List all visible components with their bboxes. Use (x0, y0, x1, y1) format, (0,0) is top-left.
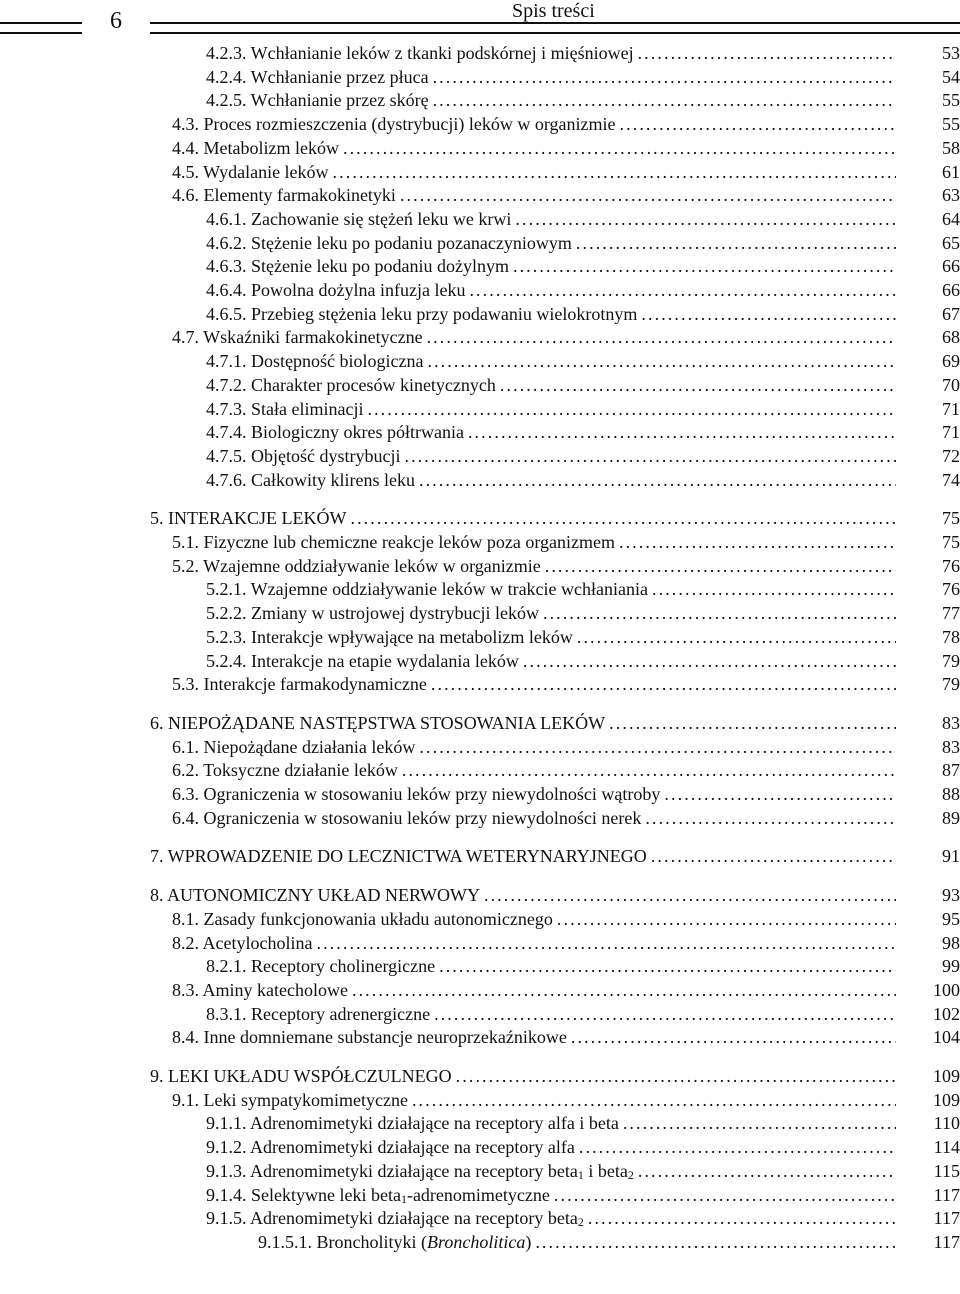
toc-page-number: 61 (942, 161, 960, 182)
toc-entry-title: 8.3. Aminy katecholowe (172, 979, 348, 1000)
toc-page-number: 58 (942, 137, 960, 158)
toc-entry-title: 4.7. Wskaźniki farmakokinetyczne (172, 327, 423, 348)
running-head: Spis treści (512, 0, 595, 22)
toc-entry[interactable] (172, 1089, 960, 1111)
toc-dot-leader (456, 1065, 896, 1087)
toc-entry-title: 8. AUTONOMICZNY UKŁAD NERWOWY (150, 885, 480, 906)
toc-page-number: 71 (942, 398, 960, 419)
toc-entry-title: 8.3.1. Receptory adrenergiczne (206, 1003, 431, 1024)
toc-entry-title: 6.2. Toksyczne działanie leków (172, 760, 398, 781)
toc-dot-leader (651, 845, 896, 867)
toc-dot-leader (484, 884, 896, 906)
toc-entry-title: 4.6.5. Przebieg stężenia leku przy podawaniu wielokrotnym (206, 303, 638, 324)
toc-entry-title: 4.3. Proces rozmieszczenia (dystrybucji) leków w organizmie (172, 114, 616, 135)
toc-entry[interactable] (206, 279, 960, 301)
header-rule-left-top (0, 22, 82, 24)
toc-entry-title: 4.2.4. Wchłanianie przez płuca (206, 66, 429, 87)
toc-entry[interactable] (206, 208, 960, 230)
toc-entry[interactable] (172, 1026, 960, 1048)
toc-entry[interactable] (206, 350, 960, 372)
toc-page-number: 110 (933, 1113, 960, 1134)
toc-page-number: 93 (942, 885, 960, 906)
toc-entry[interactable] (206, 1184, 960, 1206)
toc-dot-leader (535, 1231, 896, 1253)
toc-page-number: 66 (942, 280, 960, 300)
toc-dot-leader (469, 279, 896, 301)
toc-entry-title: 4.5. Wydalanie leków (172, 161, 329, 182)
toc-entry-title: 9. LEKI UKŁADU WSPÓŁCZULNEGO (150, 1066, 452, 1086)
toc-dot-leader (557, 908, 896, 930)
toc-chapter[interactable] (150, 1065, 960, 1087)
toc-entry[interactable] (206, 374, 960, 396)
toc-page-number: 69 (942, 351, 960, 372)
toc-entry[interactable] (258, 1231, 960, 1253)
toc-entry[interactable] (172, 137, 960, 159)
toc-entry-title: 9.1.2. Adrenomimetyki działające na receptory alfa (206, 1137, 575, 1158)
toc-entry[interactable] (172, 979, 960, 1001)
toc-entry-title: 6.1. Niepożądane działania leków (172, 736, 416, 757)
toc-entry[interactable] (206, 66, 960, 88)
toc-dot-leader (427, 350, 896, 372)
toc-entry[interactable] (206, 650, 960, 672)
toc-entry[interactable] (206, 469, 960, 491)
toc-dot-leader (433, 89, 896, 111)
toc-page-number: 89 (942, 807, 960, 828)
toc-entry-title: 9.1.5. Adrenomimetyki działające na receptory beta$_2$ (206, 1208, 584, 1230)
toc-entry[interactable] (206, 1136, 960, 1158)
header-rule-left-bottom (0, 32, 82, 34)
toc-dot-leader (645, 807, 896, 829)
toc-page-number: 109 (933, 1066, 960, 1086)
toc-entry[interactable] (206, 955, 960, 977)
toc-page-number: 75 (942, 508, 960, 529)
toc-dot-leader (513, 255, 896, 277)
toc-entry-title: 4.6.3. Stężenie leku po podaniu dożylnym (206, 256, 509, 277)
toc-dot-leader (620, 113, 896, 135)
toc-page-number: 65 (942, 232, 960, 253)
toc-entry[interactable] (206, 578, 960, 600)
toc-entry[interactable] (206, 303, 960, 325)
toc-page-number: 98 (942, 932, 960, 953)
toc-page-number: 117 (933, 1231, 960, 1252)
toc-entry-title: 5.3. Interakcje farmakodynamiczne (172, 674, 427, 695)
toc-page-number: 77 (942, 603, 960, 624)
toc-entry-title: 4.7.6. Całkowity klirens leku (206, 469, 415, 490)
toc-entry-title: 8.1. Zasady funkcjonowania układu autonomicznego (172, 908, 553, 929)
toc-entry[interactable] (206, 255, 960, 277)
toc-entry[interactable] (206, 445, 960, 467)
toc-page-number: 66 (942, 256, 960, 277)
toc-entry[interactable] (206, 602, 960, 624)
toc-entry[interactable] (206, 626, 960, 648)
toc-page-number: 114 (933, 1137, 960, 1158)
toc-entry-title: 5.2.3. Interakcje wpływające na metabolizm leków (206, 626, 573, 647)
toc-page-number: 53 (942, 43, 960, 63)
toc-dot-leader (431, 673, 896, 695)
toc-dot-leader (419, 736, 896, 758)
toc-entry-title: 8.2.1. Receptory cholinergiczne (206, 956, 436, 977)
toc-dot-leader (500, 374, 896, 396)
toc-entry-title: 5.2. Wzajemne oddziaływanie leków w organizmie (172, 555, 541, 576)
toc-dot-leader (638, 42, 896, 64)
toc-dot-leader (619, 531, 896, 553)
toc-entry[interactable] (206, 421, 960, 443)
toc-dot-leader (523, 650, 896, 672)
toc-page-number: 91 (942, 846, 960, 867)
toc-entry-title: 9.1.5.1. Broncholityki (Broncholitica) (258, 1231, 532, 1252)
toc-page-number: 78 (942, 626, 960, 647)
toc-entry-title: 4.2.3. Wchłanianie leków z tkanki podskórnej i mięśniowej (206, 43, 634, 63)
toc-page-number: 71 (942, 422, 960, 443)
toc-entry-title: 6.4. Ograniczenia w stosowaniu leków przy niewydolności nerek (172, 807, 642, 828)
toc-entry-title: 5.2.2. Zmiany w ustrojowej dystrybucji leków (206, 603, 539, 624)
toc-entry-title: 5. INTERAKCJE LEKÓW (150, 508, 347, 529)
toc-dot-leader (641, 303, 896, 325)
toc-page-number: 63 (942, 185, 960, 206)
toc-entry[interactable] (206, 89, 960, 111)
toc-dot-leader (468, 421, 896, 443)
toc-page-number: 74 (942, 469, 960, 490)
toc-page-number: 75 (942, 532, 960, 552)
toc-entry-title: 4.6. Elementy farmakokinetyki (172, 185, 396, 206)
toc-entry-title: 5.1. Fizyczne lub chemiczne reakcje leków poza organizmem (172, 532, 615, 552)
toc-entry[interactable] (172, 326, 960, 348)
toc-entry-title: 4.6.4. Powolna dożylna infuzja leku (206, 280, 466, 300)
toc-entry[interactable] (172, 807, 960, 829)
toc-page-number: 117 (933, 1208, 960, 1229)
toc-entry-title: 4.7.1. Dostępność biologiczna (206, 351, 424, 372)
toc-entry-title: 4.7.2. Charakter procesów kinetycznych (206, 374, 496, 395)
toc-entry-title: 4.7.4. Biologiczny okres półtrwania (206, 422, 464, 443)
toc-dot-leader (638, 1160, 896, 1182)
toc-entry-title: 9.1.4. Selektywne leki beta$_1$-adrenomimetyczne (206, 1184, 550, 1206)
toc-page-number: 104 (933, 1027, 960, 1048)
toc-entry-title: 6. NIEPOŻĄDANE NASTĘPSTWA STOSOWANIA LEKÓW (150, 712, 606, 733)
toc-dot-leader (412, 1089, 896, 1111)
toc-dot-leader (577, 626, 896, 648)
toc-entry[interactable] (206, 1003, 960, 1025)
toc-entry[interactable] (172, 908, 960, 930)
toc-page-number: 83 (942, 712, 960, 733)
toc-dot-leader (350, 507, 896, 529)
toc-entry-title: 5.2.1. Wzajemne oddziaływanie leków w trakcie wchłaniania (206, 579, 648, 600)
toc-dot-leader (367, 398, 896, 420)
toc-dot-leader (579, 1136, 896, 1158)
toc-dot-leader (333, 161, 896, 183)
toc-page-number: 64 (942, 208, 960, 229)
toc-dot-leader (545, 555, 896, 577)
toc-entry[interactable] (172, 736, 960, 758)
toc-dot-leader (652, 578, 896, 600)
toc-page-number: 76 (942, 579, 960, 600)
toc-page-number: 83 (942, 736, 960, 757)
toc-entry-title: 9.1.3. Adrenomimetyki działające na receptory beta$_1$ i beta$_2$ (206, 1160, 634, 1182)
toc-chapter[interactable] (150, 884, 960, 906)
toc-entry-title: 6.3. Ograniczenia w stosowaniu leków przy niewydolności wątroby (172, 784, 661, 804)
toc-entry[interactable] (206, 1207, 960, 1229)
toc-page-number: 100 (933, 979, 960, 1000)
toc-page-number: 88 (942, 784, 960, 804)
toc-dot-leader (576, 232, 896, 254)
toc-entry[interactable] (172, 184, 960, 206)
toc-page-number: 102 (933, 1003, 960, 1024)
page-number: 6 (110, 8, 122, 34)
toc-dot-leader (623, 1112, 896, 1134)
toc-dot-leader (571, 1026, 896, 1048)
toc-dot-leader (439, 955, 896, 977)
toc-chapter[interactable] (150, 507, 960, 529)
toc-dot-leader (588, 1207, 896, 1229)
toc-entry-title: 5.2.4. Interakcje na etapie wydalania leków (206, 650, 519, 671)
toc-entry[interactable] (172, 555, 960, 577)
toc-dot-leader (554, 1184, 896, 1206)
toc-page-number: 67 (942, 303, 960, 324)
toc-page-number: 95 (942, 908, 960, 929)
toc-dot-leader (433, 66, 896, 88)
toc-page-number: 55 (942, 114, 960, 135)
toc-page-number: 115 (933, 1160, 960, 1181)
toc-entry[interactable] (172, 783, 960, 805)
toc-entry[interactable] (172, 932, 960, 954)
toc-chapter[interactable] (150, 845, 960, 867)
toc-page-number: 72 (942, 445, 960, 466)
toc-entry-title: 4.6.2. Stężenie leku po podaniu pozanaczyniowym (206, 232, 572, 253)
toc-page-number: 70 (942, 374, 960, 395)
toc-page-number: 76 (942, 555, 960, 576)
toc-entry[interactable] (172, 759, 960, 781)
toc-dot-leader (404, 445, 896, 467)
toc-page-number: 79 (942, 674, 960, 695)
toc-entry-title: 9.1. Leki sympatykomimetyczne (172, 1089, 408, 1110)
toc-page-number: 87 (942, 760, 960, 781)
toc-entry[interactable] (206, 42, 960, 64)
toc-dot-leader (664, 783, 896, 805)
toc-entry-title: 4.6.1. Zachowanie się stężeń leku we krwi (206, 208, 512, 229)
toc-dot-leader (402, 759, 896, 781)
header-rule-right-bottom (150, 32, 960, 34)
toc-entry[interactable] (206, 398, 960, 420)
toc-entry-title: 7. WPROWADZENIE DO LECZNICTWA WETERYNARYJNEGO (150, 846, 647, 867)
toc-entry-title: 4.2.5. Wchłanianie przez skórę (206, 90, 429, 111)
toc-page-number: 109 (933, 1089, 960, 1110)
toc-dot-leader (515, 208, 896, 230)
toc-page-number: 54 (942, 66, 960, 87)
toc-entry[interactable] (206, 1112, 960, 1134)
toc-entry-title: 4.7.5. Objętość dystrybucji (206, 445, 401, 466)
toc-dot-leader (543, 602, 896, 624)
toc-entry[interactable] (172, 113, 960, 135)
toc-page-number: 68 (942, 327, 960, 348)
toc-entry-title: 4.4. Metabolizm leków (172, 137, 339, 158)
toc-entry[interactable] (172, 531, 960, 553)
toc-page-number: 99 (942, 956, 960, 977)
toc-page-number: 117 (933, 1184, 960, 1205)
toc-entry[interactable] (172, 161, 960, 183)
toc-dot-leader (352, 979, 896, 1001)
toc-chapter[interactable] (150, 712, 960, 734)
toc-dot-leader (427, 326, 896, 348)
toc-dot-leader (609, 712, 896, 734)
toc-entry-title: 8.2. Acetylocholina (172, 932, 313, 953)
toc-entry[interactable] (206, 232, 960, 254)
toc-dot-leader (400, 184, 896, 206)
toc-dot-leader (419, 469, 896, 491)
toc-entry-title: 8.4. Inne domniemane substancje neuroprzekaźnikowe (172, 1027, 567, 1048)
toc-dot-leader (316, 932, 896, 954)
toc-page-number: 79 (942, 650, 960, 671)
toc-entry-title: 9.1.1. Adrenomimetyki działające na receptory alfa i beta (206, 1113, 619, 1134)
toc-dot-leader (343, 137, 896, 159)
toc-page-number: 55 (942, 90, 960, 111)
toc-entry[interactable] (206, 1160, 960, 1182)
toc-entry[interactable] (172, 673, 960, 695)
toc-dot-leader (434, 1003, 896, 1025)
toc-entry-title: 4.7.3. Stała eliminacji (206, 398, 364, 419)
